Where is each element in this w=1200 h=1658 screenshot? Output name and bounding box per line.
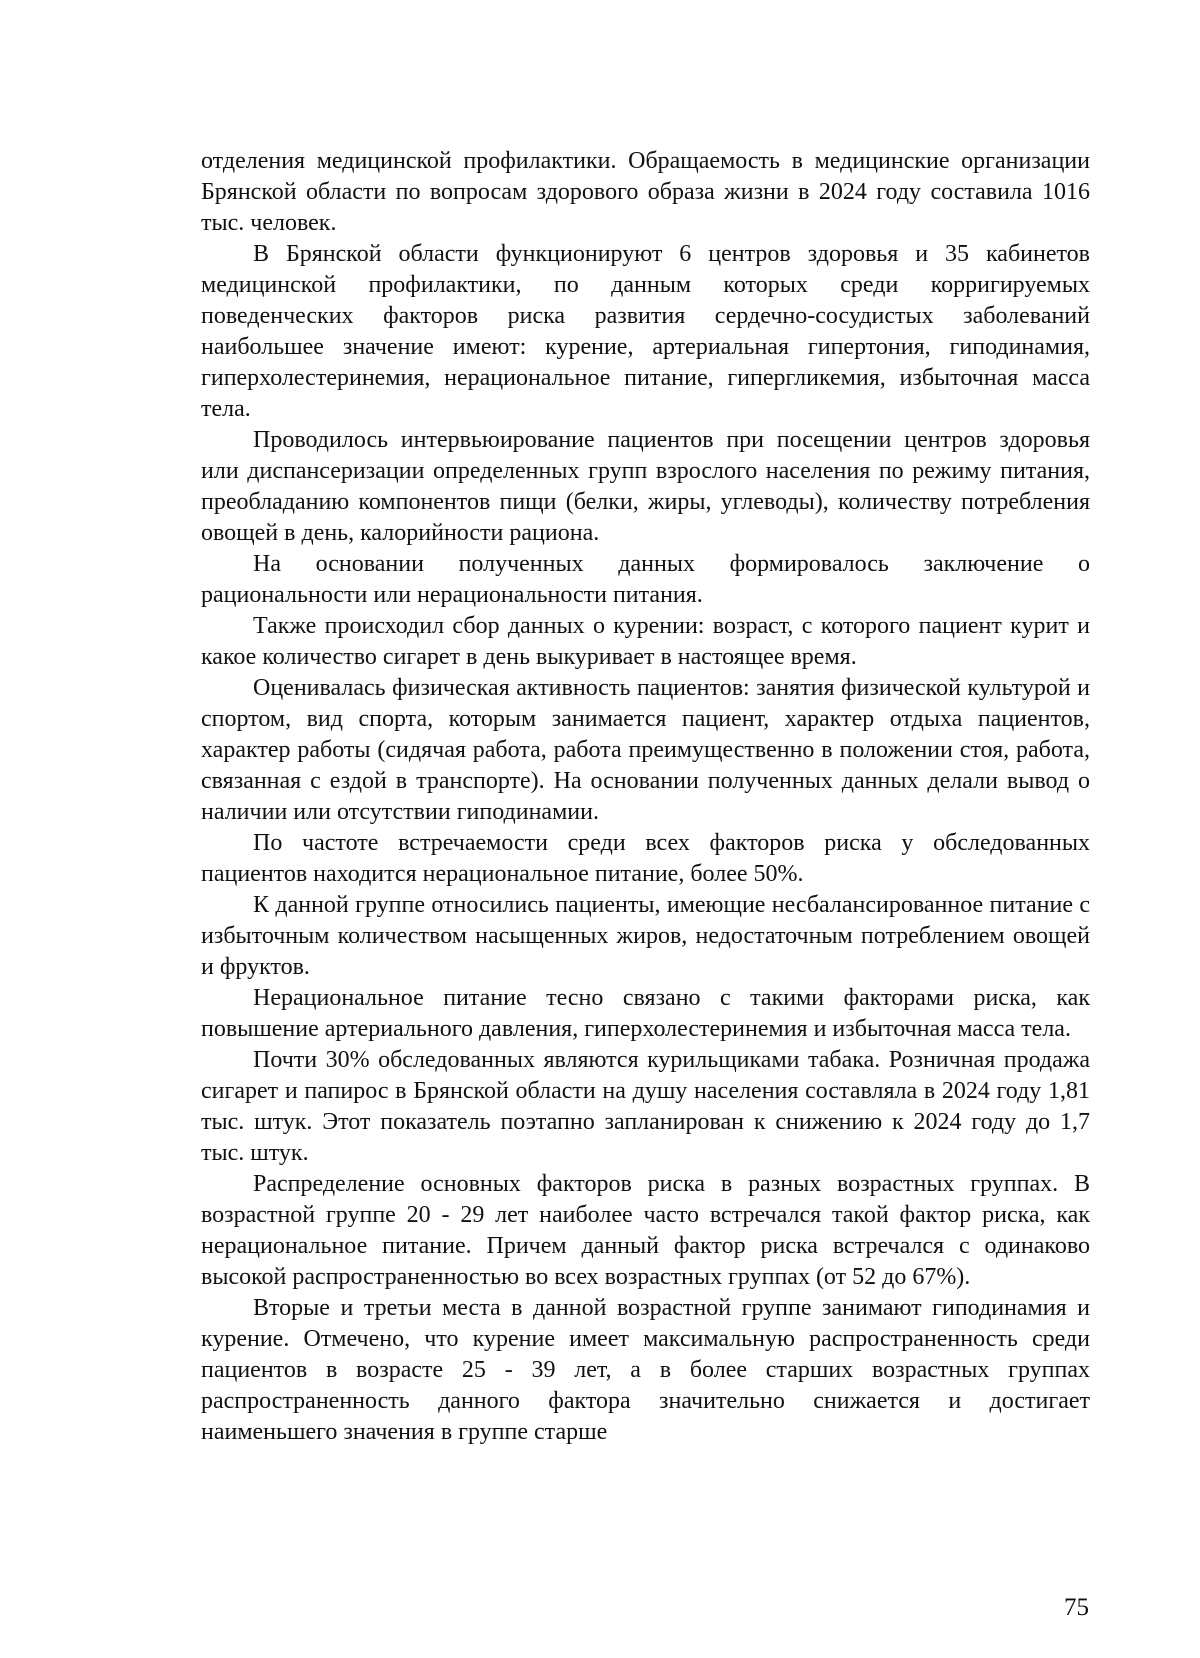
paragraph: отделения медицинской профилактики. Обращаемость в медицинские организации Брянской области по вопросам здорового образа жизни в 2024 году составила 1016 тыс. человек. bbox=[201, 148, 1090, 236]
paragraph: Вторые и третьи места в данной возрастной группе занимают гиподинамия и курение. Отмечено, что курение имеет максимальную распространенность среди пациентов в возрасте 25 - 39 лет, а в более старших возрастных группах распространенность данного фактора значительно снижается и достигает наименьшего значения в группе старше bbox=[201, 1295, 1090, 1445]
paragraph: Распределение основных факторов риска в разных возрастных группах. В возрастной группе 20 - 29 лет наиболее часто встречался такой фактор риска, как нерациональное питание. Причем данный фактор риска встречался с одинаково высокой распространенностью во всех возрастных группах (от 52 до 67%). bbox=[201, 1171, 1090, 1290]
paragraph: К данной группе относились пациенты, имеющие несбалансированное питание с избыточным количеством насыщенных жиров, недостаточным потреблением овощей и фруктов. bbox=[201, 892, 1090, 980]
paragraph: Почти 30% обследованных являются курильщиками табака. Розничная продажа сигарет и папирос в Брянской области на душу населения составляла в 2024 году 1,81 тыс. штук. Этот показатель поэтапно запланирован к снижению к 2024 году до 1,7 тыс. штук. bbox=[201, 1047, 1090, 1166]
paragraph: В Брянской области функционируют 6 центров здоровья и 35 кабинетов медицинской профилактики, по данным которых среди корригируемых поведенческих факторов риска развития сердечно-сосудистых заболеваний наибольшее значение имеют: курение, артериальная гипертония, гиподинамия, гиперхолестеринемия, нерациональное питание, гипергликемия, избыточная масса тела. bbox=[201, 241, 1090, 422]
paragraph: На основании полученных данных формировалось заключение о рациональности или нерациональности питания. bbox=[201, 551, 1090, 608]
page-number: 75 bbox=[1064, 1594, 1089, 1621]
document-body bbox=[201, 146, 1090, 1448]
paragraph: По частоте встречаемости среди всех факторов риска у обследованных пациентов находится нерациональное питание, более 50%. bbox=[201, 830, 1090, 887]
paragraph: Проводилось интервьюирование пациентов при посещении центров здоровья или диспансеризации определенных групп взрослого населения по режиму питания, преобладанию компонентов пищи (белки, жиры, углеводы), количеству потребления овощей в день, калорийности рациона. bbox=[201, 427, 1090, 546]
paragraph: Оценивалась физическая активность пациентов: занятия физической культурой и спортом, вид спорта, которым занимается пациент, характер отдыха пациентов, характер работы (сидячая работа, работа преимущественно в положении стоя, работа, связанная с ездой в транспорте). На основании полученных данных делали вывод о наличии или отсутствии гиподинамии. bbox=[201, 675, 1090, 825]
paragraph: Нерациональное питание тесно связано с такими факторами риска, как повышение артериального давления, гиперхолестеринемия и избыточная масса тела. bbox=[201, 985, 1090, 1042]
paragraph: Также происходил сбор данных о курении: возраст, с которого пациент курит и какое количество сигарет в день выкуривает в настоящее время. bbox=[201, 613, 1090, 670]
